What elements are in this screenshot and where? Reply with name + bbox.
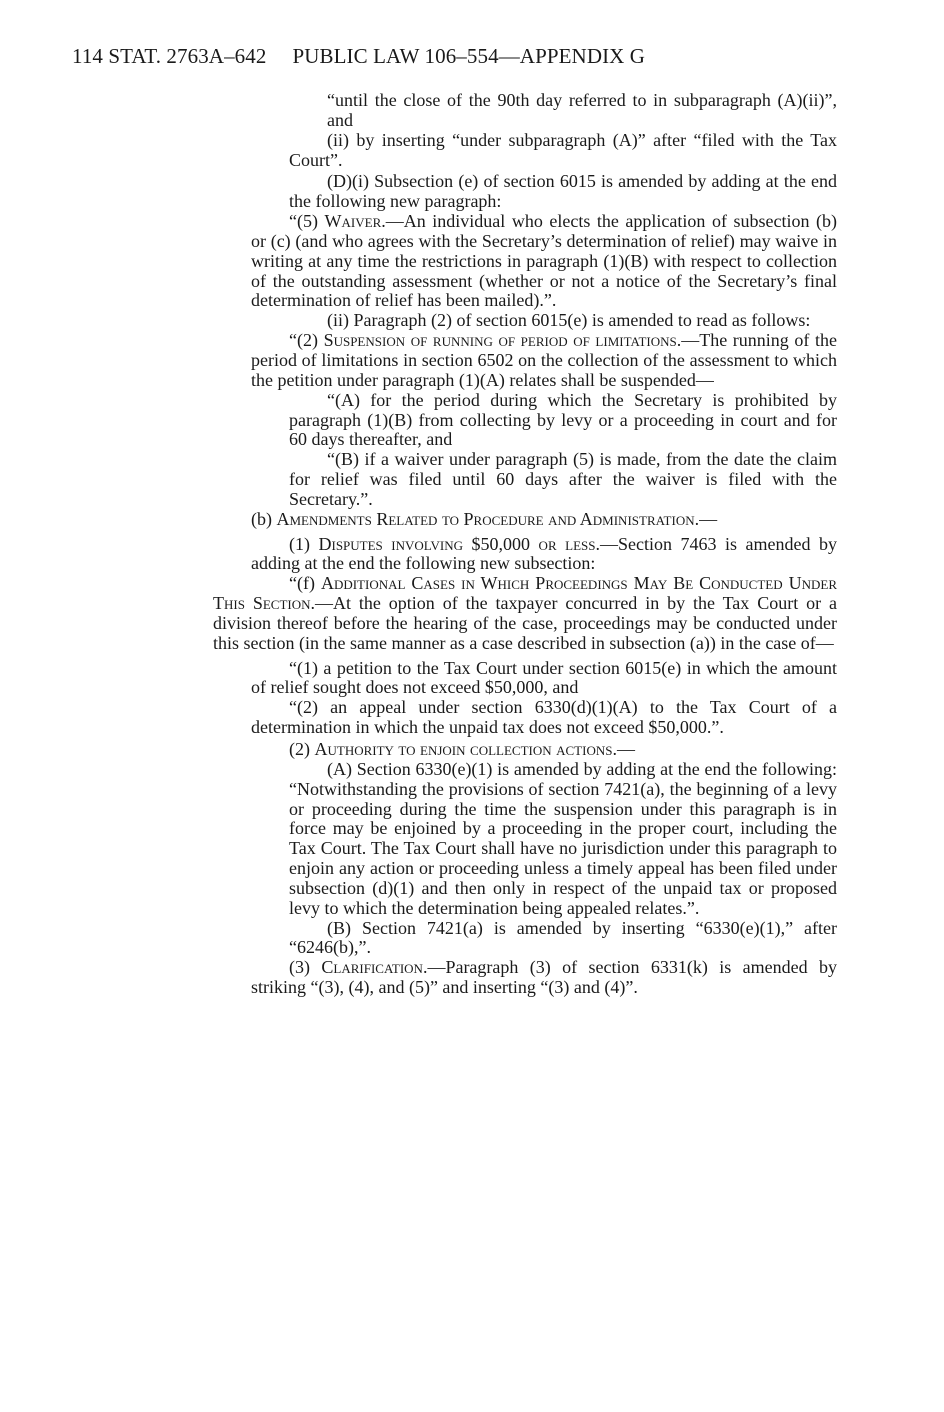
paragraph-a-period: “(A) for the period during which the Secretary is prohibited by paragraph (1)(B) from collecting by levy or a proceeding in court and for 60 days thereafter, and	[289, 389, 837, 450]
paragraph-3-clarification	[213, 958, 837, 998]
authority-lead: (2)	[289, 739, 315, 759]
amendments-lead: (b)	[251, 508, 277, 529]
paragraph-continuation: “until the close of the 90th day referred to in subparagraph (A)(ii)”, and	[327, 90, 837, 130]
paragraph-1-petition: “(1) a petition to the Tax Court under section 6015(e) in which the amount of relief sought does not exceed $50,000, and	[251, 657, 837, 698]
disputes-heading: Disputes involving $50,000 or less	[318, 533, 596, 554]
paragraph-2-appeal: “(2) an appeal under section 6330(d)(1)(A) to the Tax Court of a determination in which the unpaid tax does not exceed $50,000.”.	[251, 697, 837, 738]
paragraph-5-waiver	[213, 212, 837, 311]
paragraph-a-section-6330: (A) Section 6330(e)(1) is amended by adding at the end the following: “Notwithstanding the provisions of section 7421(a), the beginning of a levy or proceeding during the time the suspension under this paragraph is in force may be enjoined by a proceeding in the proper court, including the Tax Court. The Tax Court shall have no jurisdiction under this paragraph to enjoin any action or proceeding unless a timely appeal has been filed under subsection (d)(1) and then only in respect of the unpaid tax or proposed levy to which the determination being appealed relates.”.	[289, 758, 837, 918]
clarification-text: .—Paragraph (3) of section 6331(k) is amended by striking “(3), (4), and (5)” and inserting “(3) and (4)”.	[251, 957, 837, 998]
statute-citation: 114 STAT. 2763A–642	[72, 44, 267, 68]
page-header	[72, 44, 645, 69]
section-b-amendments	[213, 510, 837, 530]
waiver-text: .—An individual who elects the application of subsection (b) or (c) (and who agrees with the Secretary’s determination of relief) may waive in writing at any time the restrictions in paragraph (1)(B) with respect to collection of the outstanding assessment (whether or not a notice of the Secretary’s final determination of relief has been mailed).”.	[251, 211, 837, 311]
suspension-text: .—The running of the period of limitations in section 6502 on the collection of the assessment to which the petition under paragraph (1)(A) relates shall be suspended—	[251, 330, 837, 390]
authority-heading: Authority to enjoin collection actions	[314, 739, 613, 759]
waiver-heading: Waiver	[324, 211, 382, 232]
additional-cases-text: .—At the option of the taxpayer concurred in by the Tax Court or a division thereof before the hearing of the case, proceedings may be conducted under this section (in the same manner as a case described in subsection (a)) in the case of—	[213, 593, 837, 653]
amendments-text: .—	[694, 508, 718, 529]
amendments-heading: Amendments Related to Procedure and Administration	[276, 508, 695, 529]
clarification-lead: (3)	[289, 957, 322, 978]
disputes-text: .—Section 7463 is amended by adding at the end the following new subsection:	[251, 533, 837, 574]
paragraph-d-i: (D)(i) Subsection (e) of section 6015 is amended by adding at the end the following new paragraph:	[289, 171, 837, 212]
additional-cases-heading: Additional Cases in Which Proceedings May Be Conducted Under This Section	[213, 573, 837, 614]
paragraph-1-disputes	[213, 535, 837, 575]
paragraph-ii-inserting: (ii) by inserting “under subparagraph (A)” after “filed with the Tax Court”.	[289, 129, 837, 170]
paragraph-2-suspension	[213, 331, 837, 391]
paragraph-2-authority	[213, 740, 837, 760]
suspension-heading: Suspension of running of period of limitations	[323, 330, 677, 351]
document-body	[213, 91, 837, 998]
paragraph-b-waiver: “(B) if a waiver under paragraph (5) is made, from the date the claim for relief was filed until 60 days after the waiver is filed with the Secretary.”.	[289, 449, 837, 509]
additional-cases-lead: “(f)	[289, 573, 321, 594]
disputes-lead: (1)	[289, 533, 319, 554]
public-law-title: PUBLIC LAW 106–554—APPENDIX G	[292, 44, 646, 68]
subsection-f-additional-cases	[213, 574, 837, 653]
paragraph-ii-amended: (ii) Paragraph (2) of section 6015(e) is amended to read as follows:	[327, 310, 811, 331]
authority-text: .—	[612, 739, 635, 759]
suspension-lead: “(2)	[289, 330, 324, 351]
paragraph-b-section-7421: (B) Section 7421(a) is amended by inserting “6330(e)(1),” after “6246(b),”.	[289, 917, 837, 958]
waiver-lead: “(5)	[289, 211, 325, 232]
clarification-heading: Clarification	[321, 957, 423, 978]
